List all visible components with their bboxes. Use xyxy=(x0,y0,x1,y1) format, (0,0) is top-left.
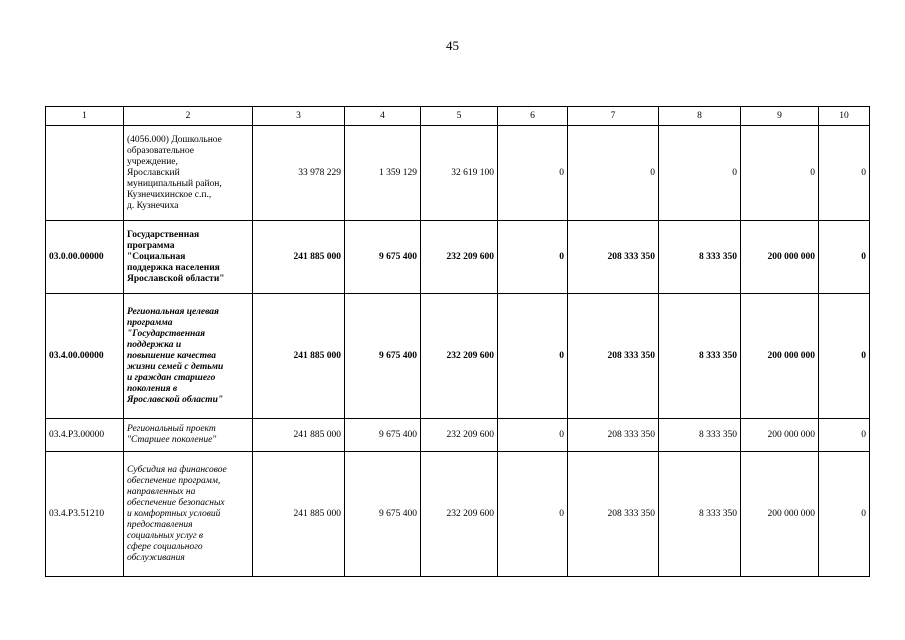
header-cell-9: 9 xyxy=(741,107,819,126)
row-value: 0 xyxy=(819,419,870,452)
row-value: 241 885 000 xyxy=(253,452,345,577)
row-value: 9 675 400 xyxy=(345,221,421,294)
row-value: 0 xyxy=(819,126,870,221)
row-value: 8 333 350 xyxy=(659,294,741,419)
header-row xyxy=(46,107,870,126)
row-value: 208 333 350 xyxy=(568,221,659,294)
row-code: 03.4.00.00000 xyxy=(46,294,124,419)
header-cell-5: 5 xyxy=(421,107,498,126)
row-value: 0 xyxy=(498,126,568,221)
row-value: 200 000 000 xyxy=(741,221,819,294)
row-code: 03.4.P3.51210 xyxy=(46,452,124,577)
row-name: Государственная программа "Социальная поддержка населения Ярославской области" xyxy=(124,221,253,294)
header-cell-8: 8 xyxy=(659,107,741,126)
row-value: 32 619 100 xyxy=(421,126,498,221)
row-value: 0 xyxy=(741,126,819,221)
header-cell-4: 4 xyxy=(345,107,421,126)
header-cell-2: 2 xyxy=(124,107,253,126)
row-name: Субсидия на финансовое обеспечение программ, направленных на обеспечение безопасных и комфортных условий предоставления социальных услуг в сфере социального обслуживания xyxy=(124,452,253,577)
header-cell-6: 6 xyxy=(498,107,568,126)
header-cell-1: 1 xyxy=(46,107,124,126)
row-name: Региональная целевая программа "Государственная поддержка и повышение качества жизни семей с детьми и граждан старшего поколения в Ярославской области" xyxy=(124,294,253,419)
row-code xyxy=(46,126,124,221)
row-value: 200 000 000 xyxy=(741,294,819,419)
row-value: 0 xyxy=(819,452,870,577)
row-value: 9 675 400 xyxy=(345,419,421,452)
header-cell-10: 10 xyxy=(819,107,870,126)
row-value: 9 675 400 xyxy=(345,294,421,419)
row-value: 0 xyxy=(568,126,659,221)
header-cell-7: 7 xyxy=(568,107,659,126)
row-value: 0 xyxy=(819,294,870,419)
row-value: 0 xyxy=(498,221,568,294)
row-value: 0 xyxy=(498,419,568,452)
row-value: 0 xyxy=(819,221,870,294)
row-value: 1 359 129 xyxy=(345,126,421,221)
row-value: 8 333 350 xyxy=(659,221,741,294)
budget-table xyxy=(45,106,870,577)
row-value: 208 333 350 xyxy=(568,294,659,419)
row-name: (4056.000) Дошкольное образовательное учреждение, Ярославский муниципальный район, Кузнечихинское с.п., д. Кузнечиха xyxy=(124,126,253,221)
row-value: 200 000 000 xyxy=(741,419,819,452)
table-row xyxy=(46,452,870,577)
row-name: Региональный проект "Старшее поколение" xyxy=(124,419,253,452)
row-code: 03.0.00.00000 xyxy=(46,221,124,294)
row-value: 241 885 000 xyxy=(253,419,345,452)
row-value: 232 209 600 xyxy=(421,452,498,577)
row-value: 8 333 350 xyxy=(659,452,741,577)
row-value: 0 xyxy=(498,294,568,419)
row-value: 0 xyxy=(659,126,741,221)
row-value: 200 000 000 xyxy=(741,452,819,577)
header-cell-3: 3 xyxy=(253,107,345,126)
row-value: 208 333 350 xyxy=(568,452,659,577)
row-value: 232 209 600 xyxy=(421,419,498,452)
row-value: 241 885 000 xyxy=(253,294,345,419)
table-row xyxy=(46,419,870,452)
page-number: 45 xyxy=(446,38,459,53)
row-value: 232 209 600 xyxy=(421,294,498,419)
row-code: 03.4.P3.00000 xyxy=(46,419,124,452)
row-value: 8 333 350 xyxy=(659,419,741,452)
row-value: 232 209 600 xyxy=(421,221,498,294)
table-row xyxy=(46,221,870,294)
row-value: 208 333 350 xyxy=(568,419,659,452)
row-value: 9 675 400 xyxy=(345,452,421,577)
row-value: 33 978 229 xyxy=(253,126,345,221)
row-value: 241 885 000 xyxy=(253,221,345,294)
table-row xyxy=(46,294,870,419)
row-value: 0 xyxy=(498,452,568,577)
table-row xyxy=(46,126,870,221)
